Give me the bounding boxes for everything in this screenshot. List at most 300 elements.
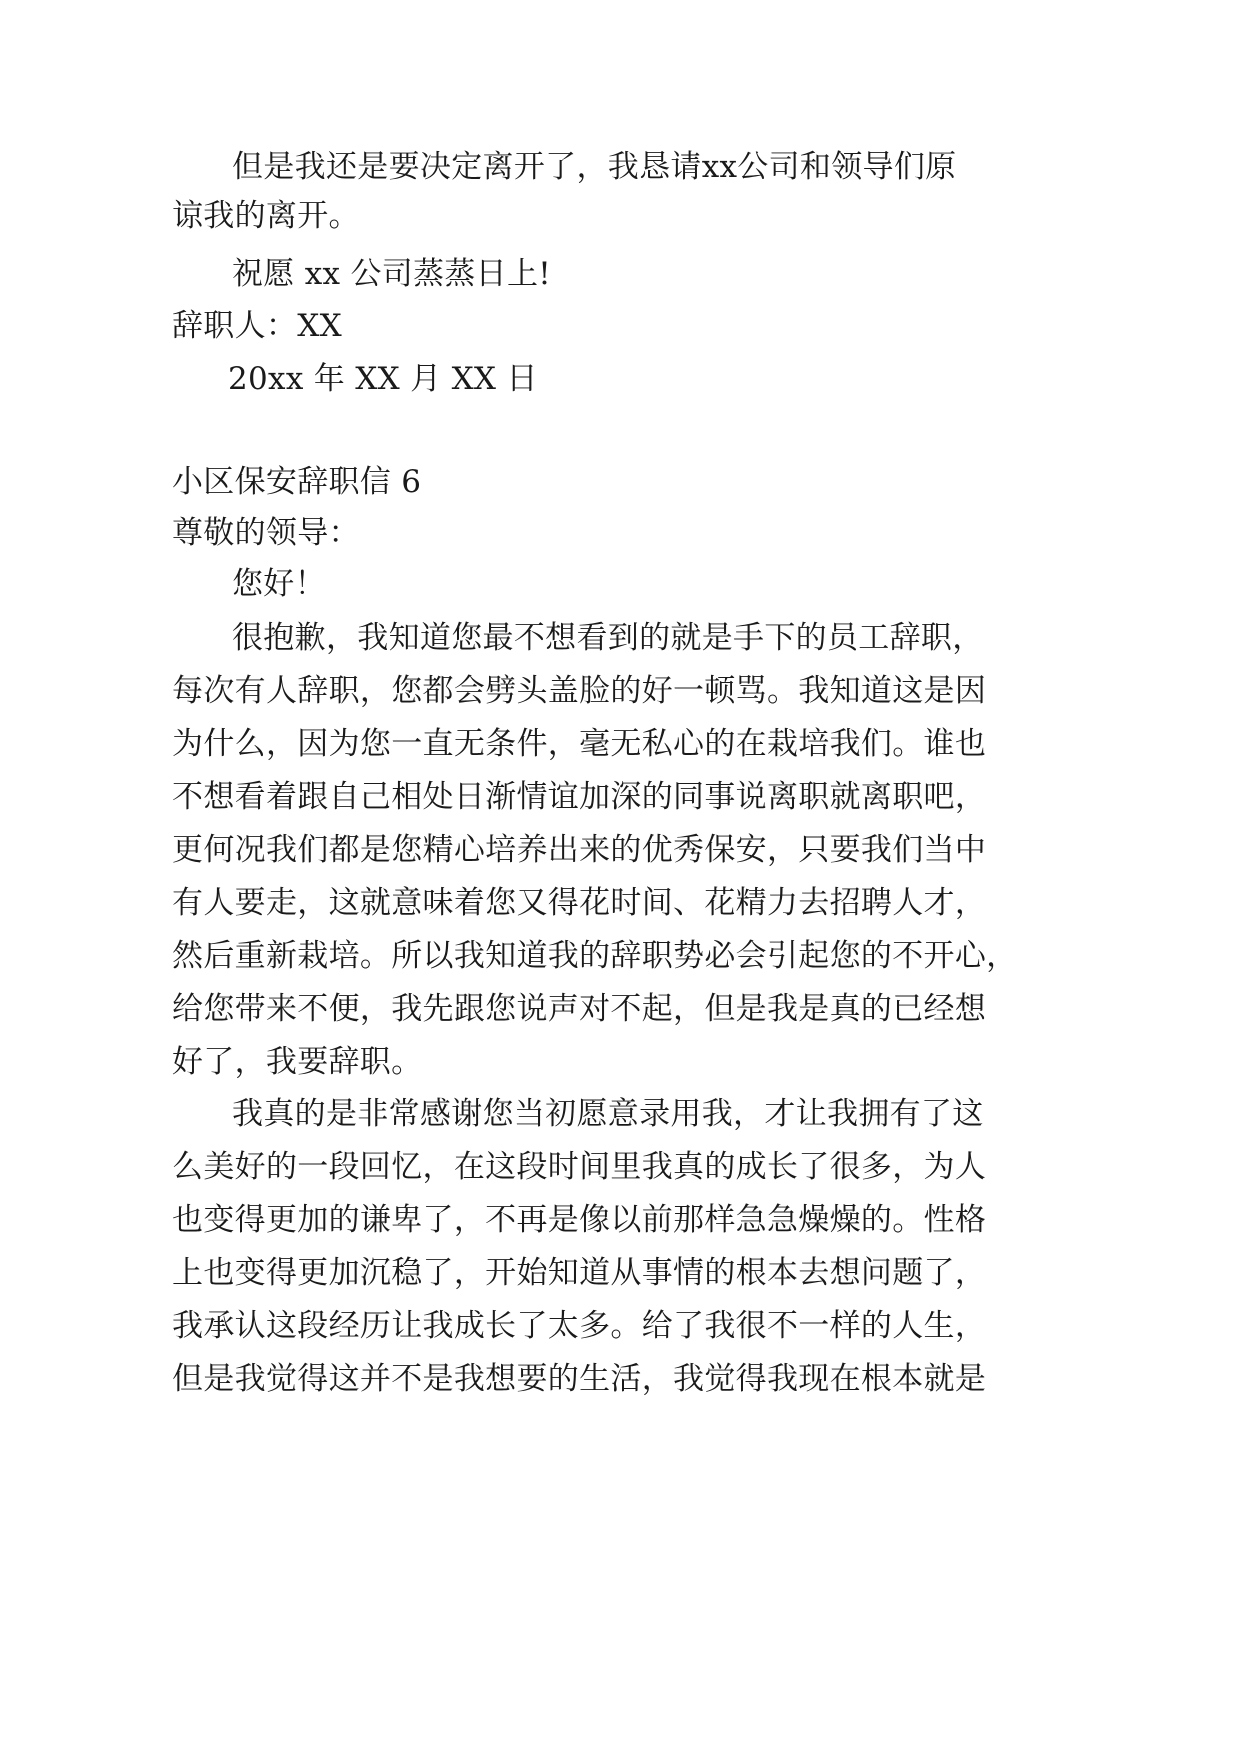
glyph: 已	[892, 991, 924, 1027]
glyph: 招	[829, 885, 861, 921]
glyph: 无	[610, 726, 642, 762]
glyph: 我	[860, 832, 893, 868]
glyph: 燥	[798, 1202, 830, 1238]
glyph: ，	[325, 620, 358, 656]
glyph: 离	[860, 779, 893, 815]
glyph: 录	[639, 1096, 671, 1132]
glyph: 您	[359, 726, 392, 762]
glyph: 给	[641, 1308, 673, 1344]
glyph: 真	[829, 991, 861, 1027]
glyph: ，	[733, 1096, 765, 1132]
glyph: 开	[513, 149, 546, 185]
glyph: 我	[172, 1308, 204, 1344]
glyph: 和	[799, 149, 832, 185]
glyph: 间	[641, 885, 673, 921]
glyph: 心	[954, 938, 987, 974]
glyph: 这	[485, 1149, 517, 1185]
glyph: 生	[579, 1361, 611, 1397]
glyph: 了	[923, 1255, 955, 1291]
glyph: 新	[265, 938, 298, 974]
text-line	[172, 1306, 987, 1346]
glyph: 愿	[576, 1096, 608, 1132]
glyph: 起	[798, 938, 830, 974]
glyph: 很	[735, 1308, 767, 1344]
glyph: 想	[829, 1255, 861, 1291]
glyph: 不	[391, 1361, 423, 1397]
glyph: 们	[893, 149, 926, 185]
glyph: 常	[388, 1096, 420, 1132]
glyph: 深	[610, 779, 642, 815]
text-line	[172, 671, 987, 711]
glyph: 的	[294, 1096, 326, 1132]
glyph: xx	[701, 149, 738, 185]
glyph: 次	[203, 673, 235, 709]
glyph: 想	[545, 620, 577, 656]
glyph: 有	[172, 885, 204, 921]
glyph: 了	[422, 1202, 454, 1238]
glyph: 您	[391, 673, 423, 709]
glyph: 的	[641, 779, 673, 815]
glyph: 聘	[860, 885, 893, 921]
text-line	[172, 1147, 987, 1187]
glyph: 让	[391, 1308, 423, 1344]
text-line	[172, 777, 987, 817]
glyph: 这	[952, 1096, 984, 1132]
glyph: ，	[986, 938, 1018, 974]
glyph: 着	[453, 885, 486, 921]
text-line: 好了，我要辞职。	[172, 1044, 423, 1080]
glyph: ，	[954, 1308, 987, 1344]
glyph: 成	[735, 1149, 767, 1185]
greeting: 您好！	[232, 566, 326, 602]
glyph: 因	[954, 673, 987, 709]
glyph: 加	[328, 1255, 360, 1291]
glyph: 。	[610, 1308, 642, 1344]
glyph: 人	[892, 885, 924, 921]
glyph: 样	[829, 1308, 861, 1344]
glyph: 事	[641, 1255, 673, 1291]
glyph: 离	[482, 149, 514, 185]
glyph: 知	[547, 1255, 580, 1291]
glyph: 得	[297, 1361, 329, 1397]
glyph: 以	[422, 938, 454, 974]
glyph: 什	[203, 726, 235, 762]
glyph: 。	[766, 673, 799, 709]
glyph: 更	[172, 832, 204, 868]
glyph: 上	[172, 1255, 204, 1291]
glyph: 毫	[579, 726, 611, 762]
glyph: 本	[892, 1361, 924, 1397]
glyph: 根	[735, 1255, 767, 1291]
glyph: 多	[860, 1149, 893, 1185]
glyph: 原	[925, 149, 957, 185]
glyph: 抱	[263, 620, 295, 656]
glyph: 也	[954, 726, 987, 762]
glyph: 我	[234, 1361, 266, 1397]
glyph: 要	[234, 885, 266, 921]
glyph: 何	[203, 832, 235, 868]
glyph: 便	[328, 991, 360, 1027]
glyph: 每	[172, 673, 204, 709]
glyph: 谢	[451, 1096, 483, 1132]
glyph: 我	[641, 1149, 673, 1185]
glyph: 我	[607, 149, 640, 185]
glyph: 知	[388, 620, 420, 656]
glyph: 声	[547, 991, 580, 1027]
glyph: 中	[954, 832, 987, 868]
glyph: 间	[579, 1149, 611, 1185]
glyph: 格	[954, 1202, 987, 1238]
glyph: 加	[579, 779, 611, 815]
glyph: 了	[798, 1149, 830, 1185]
text-line	[172, 1359, 987, 1399]
glyph: 真	[263, 1096, 295, 1132]
glyph: 的	[704, 1149, 736, 1185]
glyph: 为	[923, 1149, 955, 1185]
glyph: 心	[453, 832, 486, 868]
glyph: 请	[670, 149, 702, 185]
glyph: 从	[610, 1255, 642, 1291]
glyph: 定	[451, 149, 483, 185]
glyph: 跟	[297, 779, 329, 815]
glyph: 意	[607, 1096, 640, 1132]
glyph: 领	[831, 149, 863, 185]
glyph: 要	[388, 149, 420, 185]
glyph: 盖	[547, 673, 580, 709]
glyph: ，	[297, 885, 329, 921]
glyph: 就	[829, 779, 861, 815]
glyph: 就	[923, 1361, 955, 1397]
glyph: 我	[547, 938, 580, 974]
glyph: 都	[422, 673, 454, 709]
glyph: 以	[610, 1202, 642, 1238]
glyph: 我	[453, 1361, 486, 1397]
text-line: 谅我的离开。	[172, 198, 360, 234]
text-line	[172, 724, 987, 764]
glyph: 人	[954, 1149, 987, 1185]
glyph: 就	[359, 885, 392, 921]
glyph: 处	[422, 779, 454, 815]
glyph: 的	[547, 1361, 580, 1397]
glyph: 变	[203, 1202, 235, 1238]
glyph: 当	[513, 1096, 546, 1132]
glyph: ，	[954, 885, 987, 921]
glyph: 事	[704, 779, 736, 815]
glyph: ，	[453, 1202, 486, 1238]
glyph: 人	[265, 673, 298, 709]
glyph: 很	[232, 620, 264, 656]
glyph: 一	[673, 673, 705, 709]
glyph: 我	[422, 1308, 454, 1344]
glyph: 开	[923, 938, 955, 974]
glyph: 优	[641, 832, 673, 868]
glyph: 的	[860, 938, 893, 974]
glyph: 您	[829, 938, 861, 974]
glyph: 只	[798, 832, 830, 868]
glyph: 不	[172, 779, 204, 815]
glyph: 又	[516, 885, 548, 921]
glyph: 您	[485, 885, 517, 921]
glyph: 性	[923, 1202, 955, 1238]
glyph: 要	[516, 1361, 548, 1397]
glyph: 。	[359, 938, 392, 974]
glyph: 出	[547, 832, 580, 868]
glyph: 我	[704, 1308, 736, 1344]
glyph: 最	[482, 620, 514, 656]
glyph: 司	[768, 149, 800, 185]
glyph: 都	[328, 832, 360, 868]
glyph: ，	[766, 832, 799, 868]
glyph: 情	[673, 1255, 705, 1291]
glyph: 是	[954, 1361, 987, 1397]
glyph: 觉	[265, 1361, 298, 1397]
glyph: 加	[297, 1202, 329, 1238]
glyph: ，	[954, 1255, 987, 1291]
glyph: 沉	[359, 1255, 392, 1291]
glyph: 的	[610, 673, 642, 709]
glyph: 不	[297, 991, 329, 1027]
glyph: 您	[391, 832, 423, 868]
glyph: 因	[297, 726, 329, 762]
glyph: 是	[798, 991, 830, 1027]
glyph: 为	[328, 726, 360, 762]
glyph: 歉	[294, 620, 326, 656]
glyph: 急	[735, 1202, 767, 1238]
glyph: 您	[203, 991, 235, 1027]
glyph: 美	[203, 1149, 235, 1185]
glyph: 安	[735, 832, 767, 868]
glyph: 也	[172, 1202, 204, 1238]
glyph: 燥	[829, 1202, 861, 1238]
glyph: 会	[735, 938, 767, 974]
glyph: 无	[453, 726, 486, 762]
glyph: 的	[704, 726, 736, 762]
glyph: 好	[641, 673, 673, 709]
glyph: 本	[766, 1255, 799, 1291]
glyph: 精	[735, 885, 767, 921]
glyph: 知	[829, 673, 861, 709]
glyph: 辞	[610, 938, 642, 974]
glyph: 么	[234, 726, 266, 762]
glyph: 我	[357, 620, 389, 656]
glyph: 这	[265, 1308, 298, 1344]
glyph: 我	[701, 1096, 733, 1132]
glyph: 但	[232, 149, 264, 185]
glyph: 秀	[673, 832, 705, 868]
glyph: 真	[673, 1149, 705, 1185]
glyph: 花	[704, 885, 736, 921]
glyph: 了	[422, 1255, 454, 1291]
glyph: 再	[516, 1202, 548, 1238]
glyph: 不	[610, 991, 642, 1027]
glyph: 在	[453, 1149, 486, 1185]
glyph: 引	[766, 938, 799, 974]
glyph: 好	[234, 1149, 266, 1185]
glyph: 当	[923, 832, 955, 868]
glyph: 得	[265, 1255, 298, 1291]
text-line	[172, 1253, 987, 1293]
glyph: 想	[954, 991, 987, 1027]
glyph: 在	[735, 726, 767, 762]
glyph: 题	[892, 1255, 924, 1291]
glyph: 才	[764, 1096, 796, 1132]
glyph: 说	[735, 779, 767, 815]
glyph: 我	[766, 991, 799, 1027]
glyph: ，	[453, 1255, 486, 1291]
glyph: 了	[516, 1308, 548, 1344]
glyph: 知	[485, 938, 517, 974]
glyph: 谦	[359, 1202, 392, 1238]
glyph: 更	[265, 1202, 298, 1238]
glyph: 不	[485, 1202, 517, 1238]
glyph: 稳	[391, 1255, 423, 1291]
glyph: 养	[516, 832, 548, 868]
text-line	[172, 936, 1018, 976]
glyph: 现	[798, 1361, 830, 1397]
glyph: 的	[860, 1308, 893, 1344]
glyph: 急	[766, 1202, 799, 1238]
glyph: 得	[234, 1202, 266, 1238]
glyph: 条	[485, 726, 517, 762]
glyph: 觉	[704, 1361, 736, 1397]
glyph: 就	[670, 620, 702, 656]
text-line	[172, 1200, 987, 1240]
glyph: 栽	[297, 938, 329, 974]
glyph: 职	[798, 779, 830, 815]
glyph: 力	[766, 885, 799, 921]
glyph: 栽	[766, 726, 799, 762]
glyph: 是	[263, 149, 295, 185]
text-line: 祝愿 xx 公司蒸蒸日上!	[232, 256, 552, 292]
text-line	[172, 883, 987, 923]
glyph: 人	[203, 885, 235, 921]
glyph: 渐	[485, 779, 517, 815]
glyph: 长	[766, 1149, 799, 1185]
text-line	[172, 830, 987, 870]
glyph: 私	[641, 726, 673, 762]
glyph: 非	[357, 1096, 389, 1132]
glyph: 为	[172, 726, 204, 762]
glyph: ，	[359, 991, 392, 1027]
text-line	[232, 618, 984, 658]
glyph: 起	[641, 991, 673, 1027]
glyph: 先	[422, 991, 454, 1027]
glyph: 前	[641, 1202, 673, 1238]
glyph: 是	[735, 991, 767, 1027]
glyph: 样	[704, 1202, 736, 1238]
glyph: 着	[265, 779, 298, 815]
glyph: 是	[923, 673, 955, 709]
glyph: 想	[485, 1361, 517, 1397]
glyph: 时	[547, 1149, 580, 1185]
salutation: 尊敬的领导：	[172, 515, 360, 551]
text-line	[232, 147, 957, 187]
glyph: 活	[610, 1361, 642, 1397]
glyph: 一	[798, 1308, 830, 1344]
glyph: 得	[735, 1361, 767, 1397]
glyph: 了	[545, 149, 577, 185]
glyph: 让	[795, 1096, 827, 1132]
glyph: 在	[829, 1361, 861, 1397]
glyph: 开	[485, 1255, 517, 1291]
glyph: 不	[513, 620, 546, 656]
glyph: 像	[579, 1202, 611, 1238]
glyph: 还	[325, 149, 358, 185]
glyph: 时	[610, 885, 642, 921]
glyph: 去	[798, 1255, 830, 1291]
glyph: 这	[892, 673, 924, 709]
glyph: 。	[892, 726, 924, 762]
glyph: 精	[422, 832, 454, 868]
glyph: 始	[516, 1255, 548, 1291]
glyph: ，	[576, 149, 608, 185]
section-title: 小区保安辞职信 6	[172, 464, 422, 500]
glyph: 是	[325, 1096, 358, 1132]
glyph: 必	[704, 938, 736, 974]
glyph: 么	[172, 1149, 204, 1185]
glyph: 我	[798, 673, 830, 709]
glyph: 意	[391, 885, 423, 921]
glyph: ，	[954, 779, 987, 815]
glyph: 的	[265, 1149, 298, 1185]
glyph: 多	[579, 1308, 611, 1344]
glyph: 是	[359, 832, 392, 868]
glyph: 情	[516, 779, 548, 815]
glyph: 职	[920, 620, 953, 656]
text-line	[232, 1094, 984, 1134]
glyph: 恳	[639, 149, 671, 185]
glyph: 们	[892, 832, 924, 868]
glyph: 员	[826, 620, 859, 656]
glyph: 道	[419, 620, 452, 656]
glyph: ，	[952, 620, 984, 656]
glyph: 想	[203, 779, 235, 815]
glyph: ，	[892, 1149, 924, 1185]
glyph: 日	[453, 779, 486, 815]
glyph: 我	[766, 1361, 799, 1397]
glyph: 更	[297, 1255, 329, 1291]
glyph: 了	[673, 1308, 705, 1344]
glyph: 骂	[735, 673, 767, 709]
glyph: 是	[357, 149, 389, 185]
glyph: 是	[701, 620, 733, 656]
glyph: 的	[795, 620, 827, 656]
glyph: 认	[234, 1308, 266, 1344]
glyph: 所	[391, 938, 423, 974]
glyph: 根	[860, 1361, 893, 1397]
glyph: 跟	[453, 991, 486, 1027]
glyph: ，	[359, 673, 392, 709]
glyph: 的	[860, 1202, 893, 1238]
glyph: 们	[860, 726, 893, 762]
glyph: 去	[798, 885, 830, 921]
glyph: 的	[860, 991, 893, 1027]
glyph: 感	[419, 1096, 452, 1132]
glyph: 辞	[297, 673, 329, 709]
date-line: 20xx 年 XX 月 XX 日	[228, 361, 538, 397]
glyph: 培	[485, 832, 517, 868]
glyph: 件	[516, 726, 548, 762]
glyph: 初	[545, 1096, 577, 1132]
glyph: 一	[297, 1149, 329, 1185]
glyph: 看	[234, 779, 266, 815]
glyph: 重	[234, 938, 266, 974]
glyph: 保	[704, 832, 736, 868]
glyph: 看	[576, 620, 608, 656]
glyph: 味	[422, 885, 454, 921]
glyph: 长	[485, 1308, 517, 1344]
glyph: 。	[892, 1202, 924, 1238]
